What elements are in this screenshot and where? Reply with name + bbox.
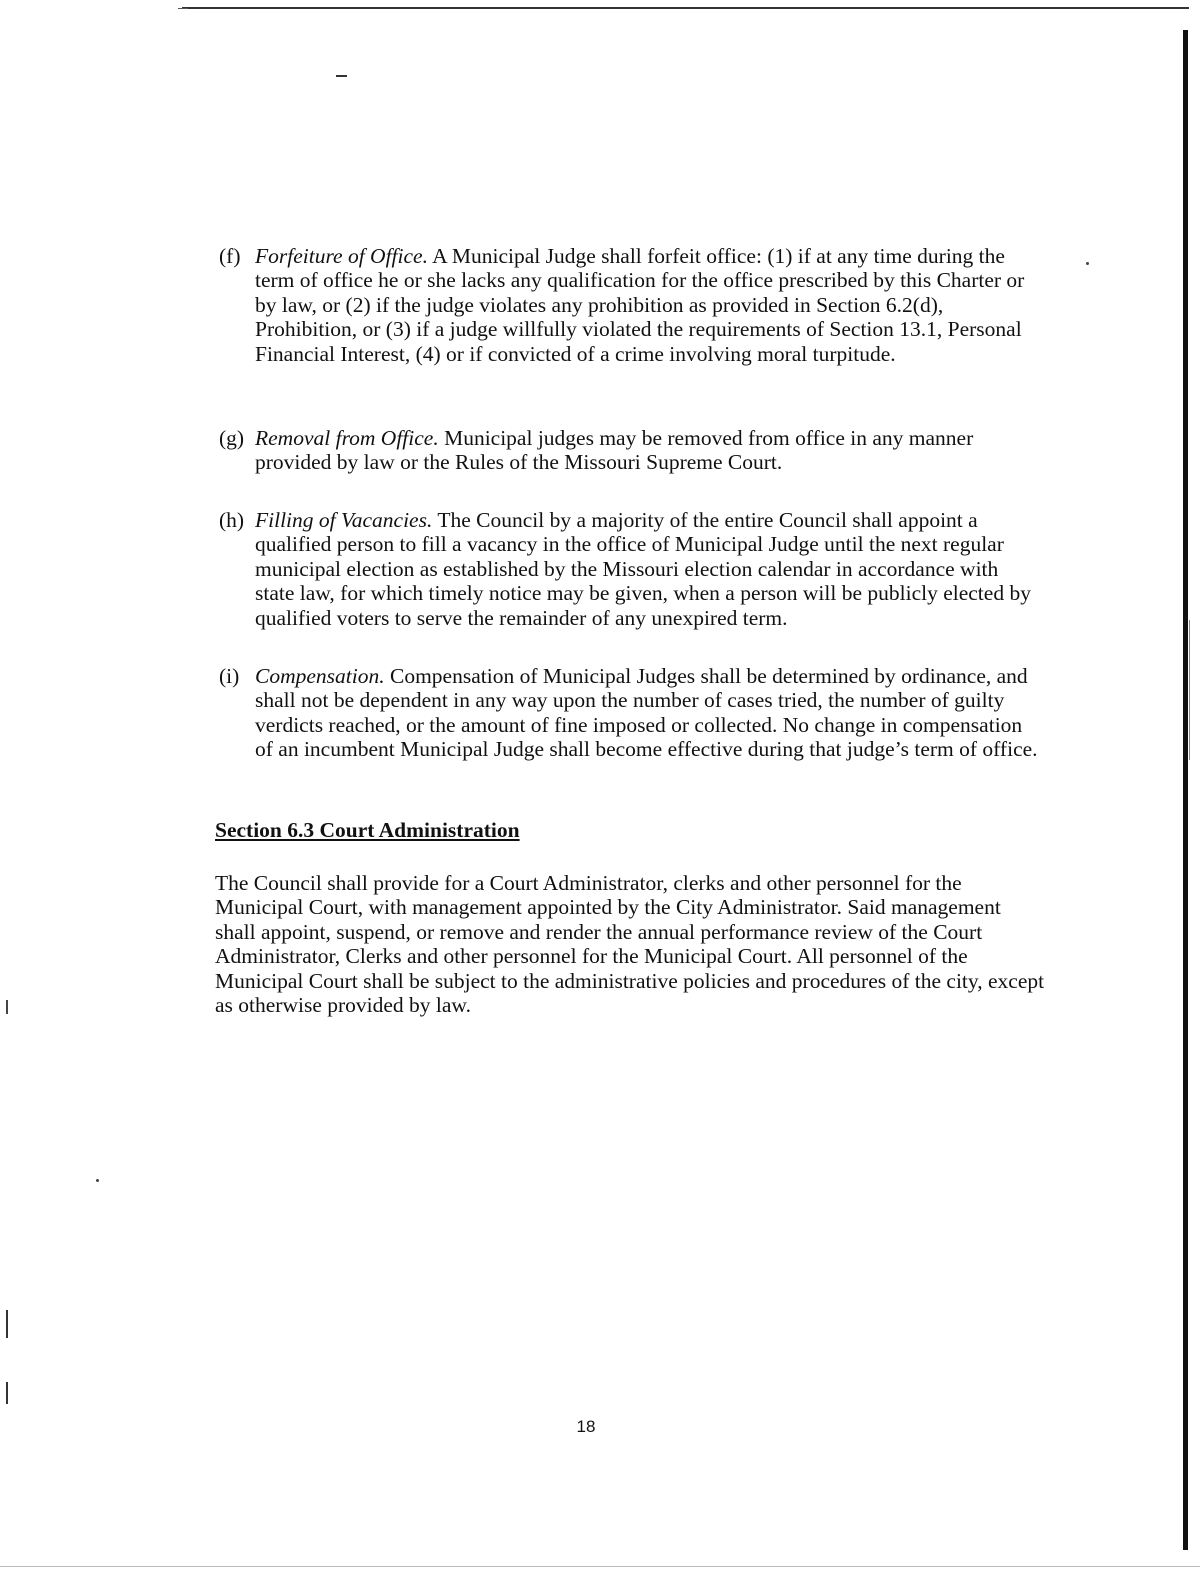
item-heading: Compensation. — [255, 664, 385, 688]
page-number: 18 — [576, 1417, 596, 1436]
item-heading: Filling of Vacancies. — [255, 508, 433, 532]
section-body: The Council shall provide for a Court Administrator, clerks and other personnel for the Municipal Court, with management appointed by the City Administrator. Said management shall appoint, suspend, or remove and render the annual performance review of the Court Administrator, Clerks and other personnel for the Municipal Court. All personnel of the Municipal Court shall be subject to the administrative policies and procedures of the city, except as otherwise provided by law. — [215, 871, 1045, 1018]
item-text: The Council by a majority of the entire Council shall appoint a qualified person to fill a vacancy in the office of Municipal Judge until the next regular municipal election as established by the Missouri election calendar in accordance with state law, for which timely notice may be given, when a person will be publicly elected by qualified voters to serve the remainder of any unexpired term. — [255, 508, 1031, 630]
item-text: Compensation of Municipal Judges shall be determined by ordinance, and shall not be dependent in any way upon the number of cases tried, the number of guilty verdicts reached, or the amount of fine imposed or collected. No change in compensation of an incumbent Municipal Judge shall become effective during that judge’s term of office. — [255, 664, 1038, 762]
list-item-forfeiture — [219, 244, 1039, 366]
item-label: (f) — [219, 244, 241, 268]
item-label: (h) — [219, 508, 245, 532]
item-text: Municipal judges may be removed from office in any manner provided by law or the Rules of the Missouri Supreme Court. — [255, 426, 974, 475]
list-item-compensation — [219, 664, 1039, 762]
list-item-vacancies — [219, 508, 1039, 630]
item-body — [255, 244, 1039, 366]
item-heading: Forfeiture of Office. — [255, 244, 428, 268]
item-body — [255, 426, 1039, 475]
item-text: A Municipal Judge shall forfeit office: (1) if at any time during the term of office he or she lacks any qualification for the office prescribed by this Charter or by law, or (2) if the judge violates any prohibition as provided in Section 6.2(d), Prohibition, or (3) if a judge willfully violated the requirements of Section 13.1, Personal Financial Interest, (4) or if convicted of a crime involving moral turpitude. — [255, 244, 1025, 366]
item-body — [255, 508, 1039, 630]
item-heading: Removal from Office. — [255, 426, 439, 450]
item-label: (g) — [219, 426, 245, 450]
item-body — [255, 664, 1039, 762]
item-label: (i) — [219, 664, 240, 688]
list-item-removal — [219, 426, 1039, 475]
section-heading: Section 6.3 Court Administration — [215, 818, 520, 842]
